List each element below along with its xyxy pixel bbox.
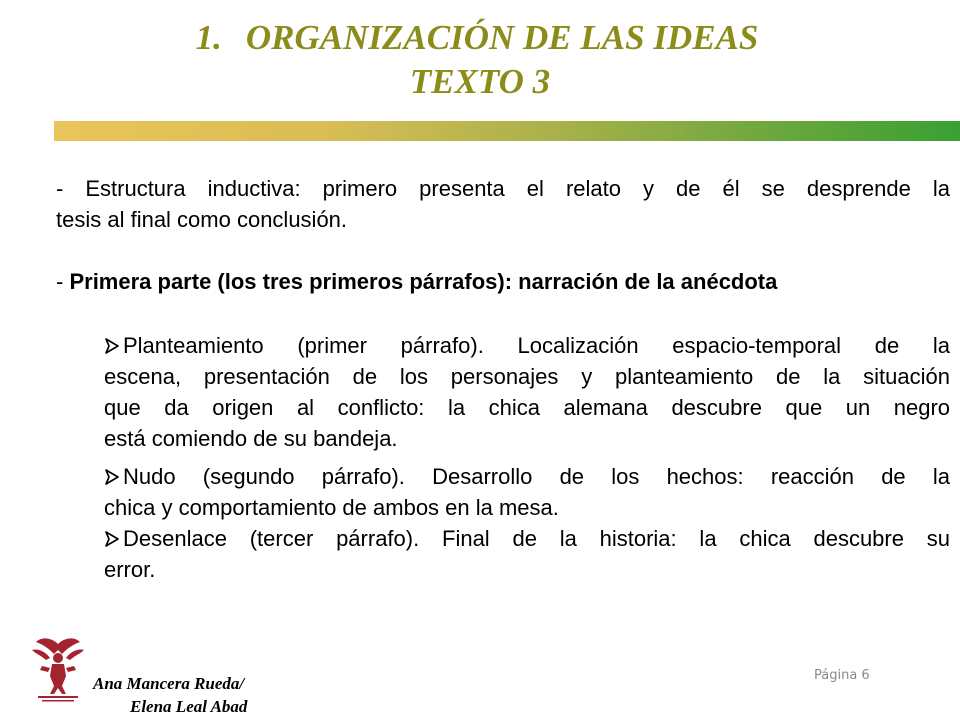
decorative-gradient-bar — [54, 121, 960, 141]
list-item-planteamiento — [104, 330, 950, 454]
paragraph-first-part-prefix: - — [56, 269, 70, 294]
paragraph-first-part — [56, 266, 950, 297]
arrow-bullet-icon — [104, 531, 120, 547]
author-name-1: Ana Mancera Rueda/ — [93, 674, 245, 693]
list-item-nudo — [104, 461, 950, 523]
page-number: Página 6 — [814, 668, 870, 683]
list-item-desenlace — [104, 523, 950, 585]
list-item-text: error. — [104, 557, 156, 582]
paragraph-structure-line-2: tesis al final como conclusión. — [56, 207, 348, 232]
slide-title — [0, 17, 957, 59]
arrow-bullet-icon — [104, 338, 120, 354]
slide-subtitle: TEXTO 3 — [409, 62, 551, 101]
title-number: 1. — [195, 18, 222, 57]
list-item-text: Planteamiento (primer párrafo). Localización espacio-temporal de la — [123, 333, 950, 358]
list-item-text: que da origen al conflicto: la chica alemana descubre que un negro — [104, 395, 950, 420]
title-line-1: ORGANIZACIÓN DE LAS IDEAS — [245, 18, 759, 57]
list-item-text: chica y comportamiento de ambos en la mesa. — [104, 495, 559, 520]
list-item-text: Nudo (segundo párrafo). Desarrollo de los hechos: reacción de la — [123, 464, 950, 489]
author-name-2: Elena Leal Abad — [130, 697, 248, 716]
paragraph-structure — [56, 173, 950, 235]
paragraph-first-part-heading: Primera parte (los tres primeros párrafos): narración de la anécdota — [69, 269, 778, 294]
list-item-text: está comiendo de su bandeja. — [104, 426, 398, 451]
university-seal-logo — [28, 632, 88, 704]
paragraph-structure-line-1: - Estructura inductiva: primero presenta el relato y de él se desprende la — [56, 176, 950, 201]
list-item-text: escena, presentación de los personajes y planteamiento de la situación — [104, 364, 950, 389]
arrow-bullet-icon — [104, 469, 120, 485]
list-item-text: Desenlace (tercer párrafo). Final de la historia: la chica descubre su — [123, 526, 950, 551]
